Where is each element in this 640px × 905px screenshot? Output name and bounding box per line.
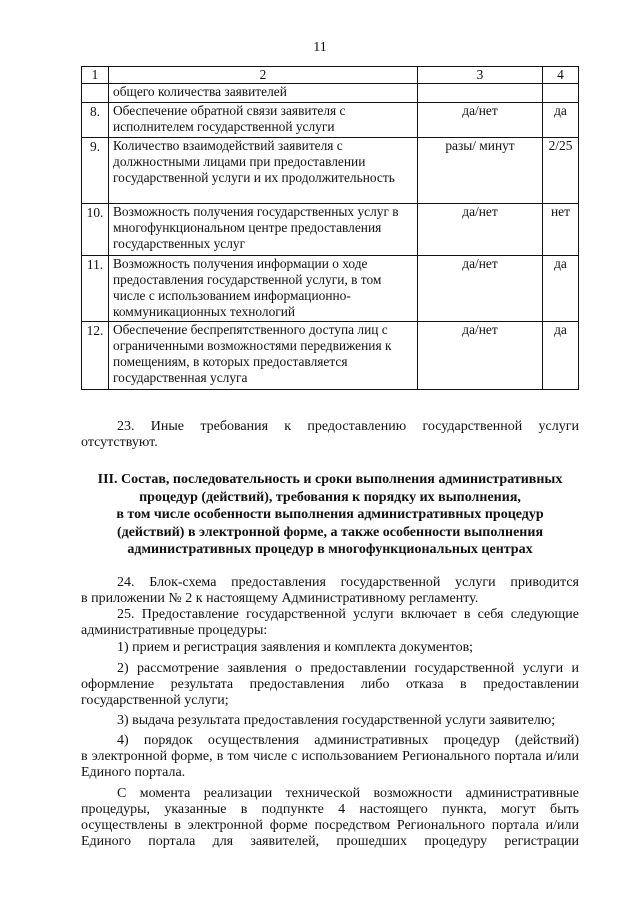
paragraph-23-line: 23. Иные требования к предоставлению государственной услуги	[117, 419, 579, 434]
row-text: общего количества заявителей	[109, 84, 418, 103]
header-cell-3: 3	[418, 67, 543, 84]
row-unit: да/нет	[418, 256, 543, 322]
row-value: нет	[543, 204, 579, 256]
row-text: Возможность получения информации о ходе предоставления государственной услуги, в том числе с использованием информационно-коммуникационных технологий	[109, 256, 418, 322]
paragraph-25-line: 25. Предоставление государственной услуги включает в себя следующие	[117, 607, 579, 622]
row-unit: да/нет	[418, 103, 543, 138]
table-row	[82, 322, 579, 390]
row-value: да	[543, 256, 579, 322]
row-value: 2/25	[543, 138, 579, 204]
row-text: Возможность получения государственных услуг в многофункциональном центре предоставления государственных услуг	[109, 204, 418, 256]
row-value	[543, 84, 579, 103]
row-number: 11.	[82, 256, 109, 322]
row-unit: да/нет	[418, 204, 543, 256]
paragraph-line: процедуры, указанные в подпункте 4 настоящего пункта, могут быть	[81, 802, 579, 817]
row-unit: разы/ минут	[418, 138, 543, 204]
list-item-line: 2) рассмотрение заявления о предоставлении государственной услуги и	[117, 661, 579, 676]
procedures-list-item-4	[81, 733, 579, 781]
header-cell-2: 2	[109, 67, 418, 84]
table-row	[82, 138, 579, 204]
procedures-list-item-3	[81, 713, 579, 729]
section-heading	[81, 471, 579, 559]
section-heading-line: III. Состав, последовательность и сроки выполнения административных	[97, 472, 563, 487]
list-item-line: оформление результата предоставления либо отказа в предоставлении	[81, 677, 579, 692]
paragraph-line: Единого портала для заявителей, прошедших процедуру регистрации	[81, 834, 579, 849]
section-heading-line: в том числе особенности выполнения административных процедур	[116, 507, 544, 523]
list-item-line: государственной услуги;	[81, 693, 229, 708]
row-text: Количество взаимодействий заявителя с должностными лицами при предоставлении государственной услуги и их продолжительность	[109, 138, 418, 204]
table-row	[82, 84, 579, 103]
indicators-table	[81, 66, 579, 390]
paragraph-24	[81, 575, 579, 607]
row-number: 10.	[82, 204, 109, 256]
row-unit: да/нет	[418, 322, 543, 390]
row-value: да	[543, 322, 579, 390]
table-row	[82, 256, 579, 322]
procedures-list-item-2	[81, 661, 579, 709]
list-item-line: 4) порядок осуществления административных процедур (действий)	[117, 733, 579, 748]
page-number: 11	[313, 40, 327, 55]
row-number: 12.	[82, 322, 109, 390]
section-heading-line: (действий) в электронной форме, а также особенности выполнения	[116, 524, 544, 540]
table-row	[82, 204, 579, 256]
list-item: 3) выдача результата предоставления государственной услуги заявителю;	[117, 713, 556, 728]
row-number: 9.	[82, 138, 109, 204]
paragraph-23	[81, 419, 579, 451]
paragraph-25	[81, 607, 579, 639]
row-text: Обеспечение беспрепятственного доступа лиц с ограниченными возможностями передвижения к помещениям, в которых предоставляется государственная услуга	[109, 322, 418, 390]
header-cell-4: 4	[543, 67, 579, 84]
paragraph-line: осуществлены в электронной форме посредством Регионального портала и/или	[81, 818, 579, 833]
paragraph-24-line: 24. Блок-схема предоставления государственной услуги приводится	[117, 575, 579, 590]
section-heading-line: административных процедур в многофункциональных центрах	[127, 542, 533, 558]
row-unit	[418, 84, 543, 103]
list-item-line: Единого портала.	[81, 765, 186, 780]
row-number	[82, 84, 109, 103]
list-item-line: в электронной форме, в том числе с использованием Регионального портала и/или	[81, 749, 579, 764]
row-value: да	[543, 103, 579, 138]
table-header-row	[82, 67, 579, 84]
paragraph-line: С момента реализации технической возможности административные	[117, 786, 579, 801]
row-number: 8.	[82, 103, 109, 138]
procedures-list	[81, 640, 579, 656]
paragraph-24-line: в приложении № 2 к настоящему Административному регламенту.	[81, 591, 479, 606]
paragraph-25-line: административные процедуры:	[81, 623, 268, 638]
row-text: Обеспечение обратной связи заявителя с исполнителем государственной услуги	[109, 103, 418, 138]
list-item: 1) прием и регистрация заявления и комплекта документов;	[117, 640, 474, 655]
header-cell-1: 1	[82, 67, 109, 84]
paragraph-last	[81, 786, 579, 850]
paragraph-23-line: отсутствуют.	[81, 435, 158, 450]
table-row	[82, 103, 579, 138]
section-heading-line: процедур (действий), требования к порядку их выполнения,	[139, 489, 521, 505]
